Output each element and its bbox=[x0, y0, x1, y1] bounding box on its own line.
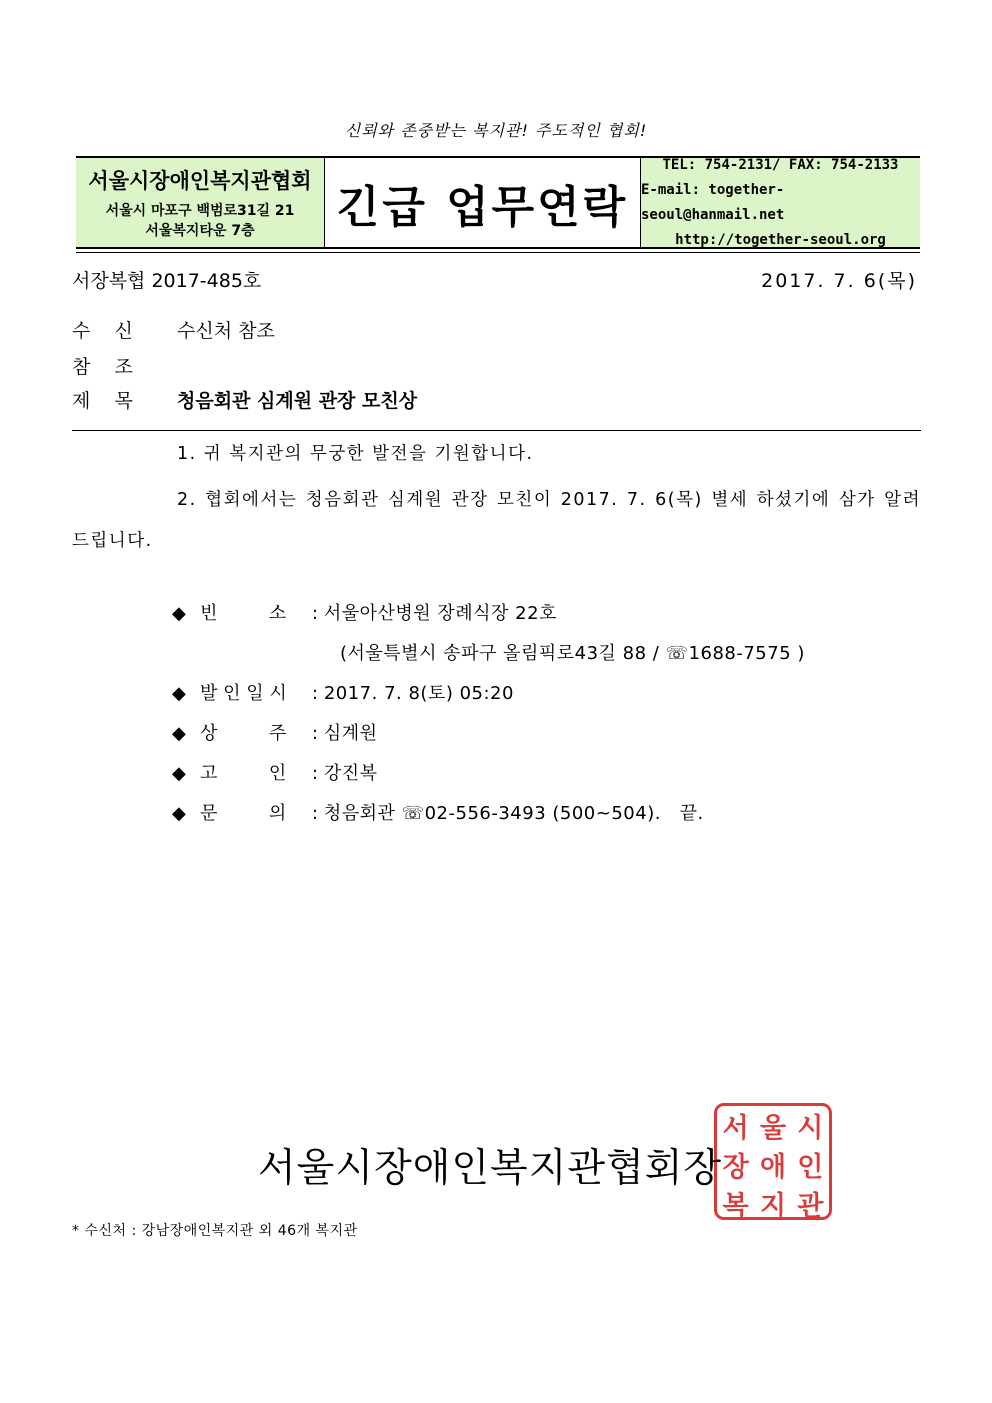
detail-separator: : bbox=[312, 683, 319, 704]
detail-item-inquiry bbox=[172, 799, 704, 825]
subject-value: 청음회관 심계원 관장 모친상 bbox=[177, 390, 418, 412]
org-address-line1: 서울시 마포구 백범로31길 21 bbox=[105, 202, 295, 219]
document-number: 서장복협 2017-485호 bbox=[72, 270, 262, 292]
email: E-mail: together-seoul@hanmail.net bbox=[641, 181, 785, 223]
contact-box bbox=[641, 158, 920, 247]
detail-value: 청음회관 ☏02-556-3493 (500~504). 끝. bbox=[323, 803, 704, 824]
seal-char: 서 bbox=[722, 1113, 749, 1144]
detail-label: 빈 소 bbox=[200, 603, 287, 624]
slogan: 신뢰와 존중받는 복지관! 주도적인 협회! bbox=[344, 121, 648, 140]
diamond-bullet-icon: ◆ bbox=[172, 683, 186, 704]
diamond-bullet-icon: ◆ bbox=[172, 723, 186, 744]
detail-label: 발 인 일 시 bbox=[200, 683, 287, 704]
seal-char: 장 bbox=[722, 1152, 749, 1183]
signature: 서울시장애인복지관협회장 bbox=[258, 1146, 723, 1191]
diamond-bullet-icon: ◆ bbox=[172, 763, 186, 784]
divider-line bbox=[72, 430, 921, 431]
website-link[interactable]: http://together-seoul.org bbox=[675, 231, 886, 248]
seal-char: 복 bbox=[722, 1191, 749, 1222]
subject-row bbox=[72, 386, 417, 413]
document-date: 2017. 7. 6(목) bbox=[761, 270, 917, 292]
tel-fax: TEL: 754-2131/ FAX: 754-2133 bbox=[662, 156, 899, 173]
seal-char: 인 bbox=[797, 1152, 824, 1183]
detail-separator: : bbox=[312, 803, 319, 824]
diamond-bullet-icon: ◆ bbox=[172, 803, 186, 824]
diamond-bullet-icon: ◆ bbox=[172, 603, 186, 624]
recipient-value: 수신처 참조 bbox=[177, 320, 275, 342]
detail-value: 서울아산병원 장례식장 22호 bbox=[323, 603, 557, 624]
org-info-box bbox=[76, 158, 325, 247]
venue-address: (서울특별시 송파구 올림픽로43길 88 / ☏1688-7575 ) bbox=[340, 643, 805, 664]
org-name: 서울시장애인복지관협회 bbox=[88, 168, 312, 193]
detail-label: 고 인 bbox=[200, 763, 287, 784]
seal-char: 시 bbox=[797, 1113, 824, 1144]
detail-item-venue bbox=[172, 599, 557, 625]
detail-label: 상 주 bbox=[200, 723, 287, 744]
paragraph-2: 2. 협회에서는 청음회관 심계원 관장 모친이 2017. 7. 6(목) 별세 하셨기에 삼가 알려드립니다. bbox=[72, 490, 921, 551]
detail-separator: : bbox=[312, 763, 319, 784]
reference-label: 참 조 bbox=[72, 356, 133, 378]
recipient-label: 수 신 bbox=[72, 320, 133, 342]
paragraph-1: 1. 귀 복지관의 무궁한 발전을 기원합니다. bbox=[177, 444, 534, 464]
seal-char: 지 bbox=[759, 1191, 787, 1222]
reference-row bbox=[72, 352, 177, 379]
letterhead bbox=[76, 156, 920, 249]
detail-label: 문 의 bbox=[200, 803, 287, 824]
recipient-row bbox=[72, 316, 275, 343]
org-address bbox=[106, 201, 295, 241]
recipients-footnote: * 수신처 : 강남장애인복지관 외 46개 복지관 bbox=[72, 1223, 358, 1239]
seal-char: 애 bbox=[759, 1152, 787, 1183]
seal-char: 울 bbox=[759, 1113, 787, 1144]
detail-item-chief-mourner bbox=[172, 719, 377, 745]
subject-label: 제 목 bbox=[72, 390, 133, 412]
doc-type-title: 긴급 업무연락 bbox=[336, 181, 629, 233]
detail-separator: : bbox=[312, 603, 319, 624]
official-seal bbox=[714, 1103, 832, 1220]
org-address-line2: 서울복지타운 7층 bbox=[145, 222, 255, 239]
doc-type-box bbox=[325, 158, 641, 247]
seal-char: 관 bbox=[797, 1191, 824, 1222]
detail-item-deceased bbox=[172, 759, 377, 785]
detail-value: 2017. 7. 8(토) 05:20 bbox=[323, 683, 514, 704]
detail-separator: : bbox=[312, 723, 319, 744]
detail-value: 심계원 bbox=[323, 723, 378, 744]
detail-item-funeral-time bbox=[172, 679, 514, 705]
detail-value: 강진복 bbox=[323, 763, 378, 784]
